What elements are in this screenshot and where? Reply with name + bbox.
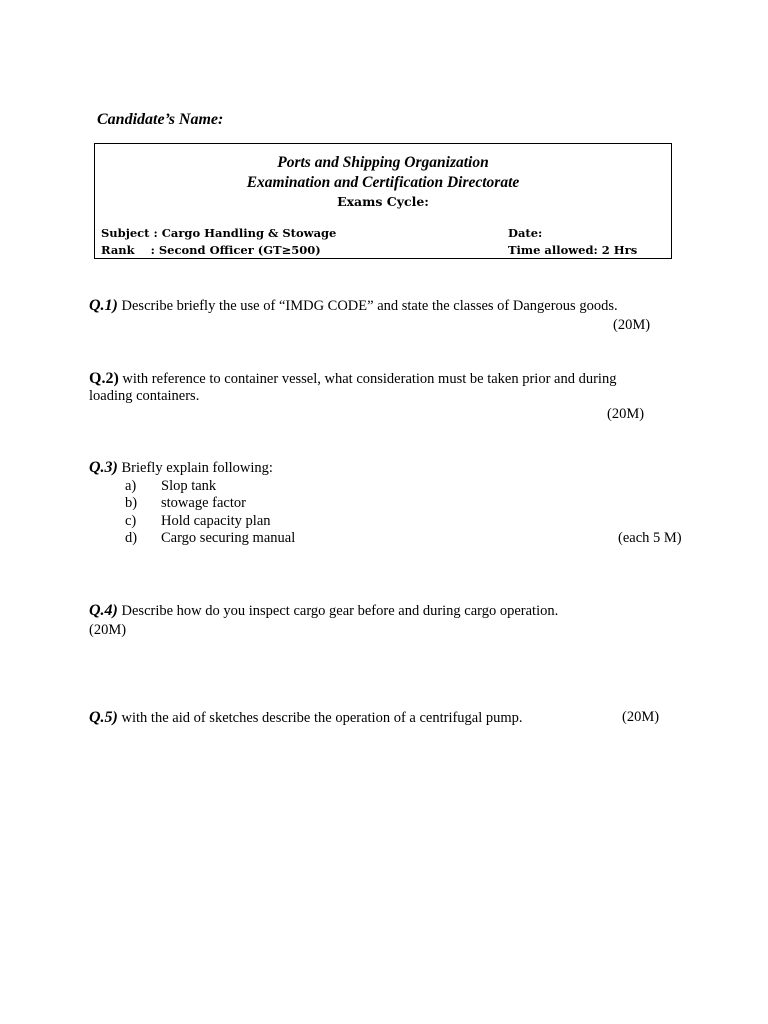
candidate-name-label: Candidate’s Name:: [97, 111, 224, 128]
question-3-label: Q.3): [89, 459, 118, 476]
list-item-text: Cargo securing manual: [161, 530, 296, 546]
question-2-text-line2: loading containers.: [89, 388, 200, 404]
question-5-marks: (20M): [622, 709, 660, 725]
question-4-text: Describe how do you inspect cargo gear before and during cargo operation.: [121, 603, 559, 619]
question-4-label: Q.4): [89, 602, 118, 619]
question-2: [89, 370, 616, 388]
question-5: [89, 709, 523, 727]
question-3-marks: (each 5 M): [618, 530, 682, 546]
directorate-name: Examination and Certification Directorate: [246, 174, 520, 191]
subject-line: Subject : Cargo Handling & Stowage: [101, 226, 337, 240]
question-5-text: with the aid of sketches describe the operation of a centrifugal pump.: [121, 710, 523, 726]
rank-line: Rank : Second Officer (GT≥500): [101, 243, 321, 257]
question-2-text-line1: with reference to container vessel, what consideration must be taken prior and during: [122, 371, 617, 387]
list-item-letter: b): [125, 495, 138, 511]
question-4: [89, 602, 558, 620]
list-item-text: Slop tank: [161, 478, 217, 494]
time-allowed-label: Time allowed: 2 Hrs: [508, 243, 638, 257]
exam-header-box: [94, 143, 672, 259]
list-item-text: stowage factor: [161, 495, 246, 511]
question-1-text: Describe briefly the use of “IMDG CODE” and state the classes of Dangerous goods.: [121, 298, 618, 314]
question-3-text: Briefly explain following:: [121, 460, 273, 476]
question-4-marks: (20M): [89, 622, 127, 638]
question-1-label: Q.1): [89, 297, 118, 314]
list-item-letter: c): [125, 513, 137, 529]
question-2-label: Q.2): [89, 370, 119, 387]
question-5-label: Q.5): [89, 709, 118, 726]
question-1-marks: (20M): [613, 317, 651, 333]
list-item-letter: d): [125, 530, 138, 546]
question-3: [89, 459, 273, 477]
date-label: Date:: [508, 226, 543, 240]
list-item-letter: a): [125, 478, 137, 494]
question-1: [89, 297, 618, 315]
exams-cycle-label: Exams Cycle:: [337, 194, 429, 209]
question-2-marks: (20M): [607, 406, 645, 422]
organization-name: Ports and Shipping Organization: [277, 154, 489, 171]
list-item-text: Hold capacity plan: [161, 513, 271, 529]
